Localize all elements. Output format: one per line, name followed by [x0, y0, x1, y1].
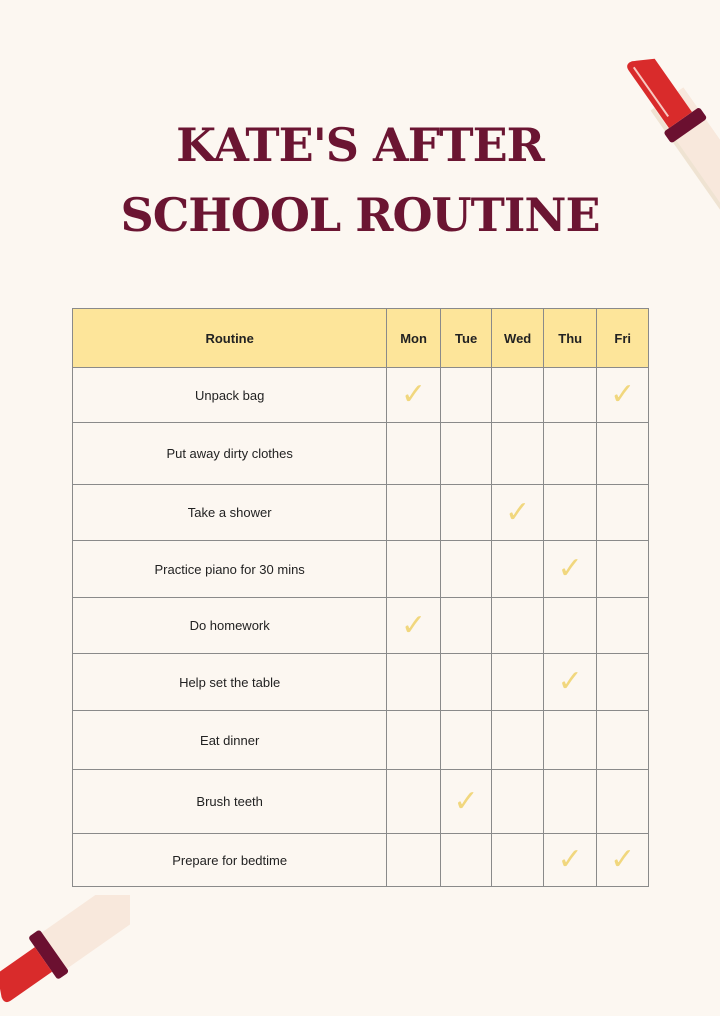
checkmark-icon: ✓	[401, 378, 427, 411]
routine-label: Do homework	[73, 598, 387, 654]
routine-label: Eat dinner	[73, 711, 387, 770]
column-header-fri: Fri	[597, 309, 649, 368]
table-row	[73, 770, 649, 834]
check-cell-fri[interactable]	[597, 770, 649, 834]
routine-label: Take a shower	[73, 485, 387, 541]
check-cell-wed[interactable]	[492, 485, 544, 541]
check-cell-wed[interactable]	[492, 423, 544, 485]
table-row	[73, 423, 649, 485]
check-cell-thu[interactable]	[543, 485, 596, 541]
routine-label: Practice piano for 30 mins	[73, 541, 387, 598]
check-cell-tue[interactable]	[440, 834, 492, 887]
check-cell-mon[interactable]	[387, 423, 441, 485]
check-cell-tue[interactable]	[440, 541, 492, 598]
check-cell-tue[interactable]	[440, 770, 492, 834]
check-cell-tue[interactable]	[440, 423, 492, 485]
check-cell-fri[interactable]	[597, 834, 649, 887]
check-cell-tue[interactable]	[440, 598, 492, 654]
check-cell-tue[interactable]	[440, 368, 492, 423]
checkmark-icon: ✓	[557, 665, 583, 698]
check-cell-fri[interactable]	[597, 654, 649, 711]
checkmark-icon: ✓	[401, 608, 427, 642]
table-row	[73, 485, 649, 541]
table-row	[73, 834, 649, 887]
lipstick-icon	[0, 895, 130, 1016]
check-cell-mon[interactable]	[387, 368, 441, 423]
column-header-tue: Tue	[440, 309, 492, 368]
check-cell-tue[interactable]	[440, 711, 492, 770]
column-header-routine: Routine	[73, 309, 387, 368]
check-cell-thu[interactable]	[543, 711, 596, 770]
check-cell-mon[interactable]	[387, 485, 441, 541]
check-cell-thu[interactable]	[543, 423, 596, 485]
table-row	[73, 598, 649, 654]
check-cell-mon[interactable]	[387, 834, 441, 887]
title-line-2: SCHOOL ROUTINE	[120, 188, 600, 242]
routine-label: Help set the table	[73, 654, 387, 711]
table-row	[73, 654, 649, 711]
checkmark-icon: ✓	[610, 378, 636, 411]
column-header-mon: Mon	[387, 309, 441, 368]
check-cell-wed[interactable]	[492, 368, 544, 423]
check-cell-fri[interactable]	[597, 711, 649, 770]
table-row	[73, 541, 649, 598]
check-cell-mon[interactable]	[387, 770, 441, 834]
check-cell-thu[interactable]	[543, 541, 596, 598]
check-cell-thu[interactable]	[543, 368, 596, 423]
routine-label: Brush teeth	[73, 770, 387, 834]
column-header-thu: Thu	[543, 309, 596, 368]
column-header-wed: Wed	[492, 309, 544, 368]
check-cell-mon[interactable]	[387, 541, 441, 598]
check-cell-thu[interactable]	[543, 598, 596, 654]
title-line-1: KATE'S AFTER	[176, 118, 544, 172]
checkmark-icon: ✓	[610, 843, 636, 876]
checkmark-icon: ✓	[557, 843, 583, 876]
check-cell-wed[interactable]	[492, 711, 544, 770]
check-cell-wed[interactable]	[492, 598, 544, 654]
check-cell-tue[interactable]	[440, 654, 492, 711]
check-cell-fri[interactable]	[597, 368, 649, 423]
routine-label: Put away dirty clothes	[73, 423, 387, 485]
check-cell-wed[interactable]	[492, 834, 544, 887]
checkmark-icon: ✓	[557, 552, 583, 585]
check-cell-thu[interactable]	[543, 834, 596, 887]
table-row	[73, 368, 649, 423]
check-cell-wed[interactable]	[492, 770, 544, 834]
checkmark-icon: ✓	[505, 495, 531, 529]
check-cell-tue[interactable]	[440, 485, 492, 541]
check-cell-fri[interactable]	[597, 541, 649, 598]
check-cell-fri[interactable]	[597, 423, 649, 485]
routine-label: Unpack bag	[73, 368, 387, 423]
routine-label: Prepare for bedtime	[73, 834, 387, 887]
check-cell-wed[interactable]	[492, 654, 544, 711]
check-cell-wed[interactable]	[492, 541, 544, 598]
routine-table	[72, 308, 649, 887]
table-row	[73, 711, 649, 770]
checkmark-icon: ✓	[453, 784, 479, 818]
check-cell-thu[interactable]	[543, 770, 596, 834]
check-cell-mon[interactable]	[387, 598, 441, 654]
table-header	[73, 309, 649, 368]
check-cell-mon[interactable]	[387, 711, 441, 770]
check-cell-thu[interactable]	[543, 654, 596, 711]
check-cell-mon[interactable]	[387, 654, 441, 711]
check-cell-fri[interactable]	[597, 485, 649, 541]
check-cell-fri[interactable]	[597, 598, 649, 654]
